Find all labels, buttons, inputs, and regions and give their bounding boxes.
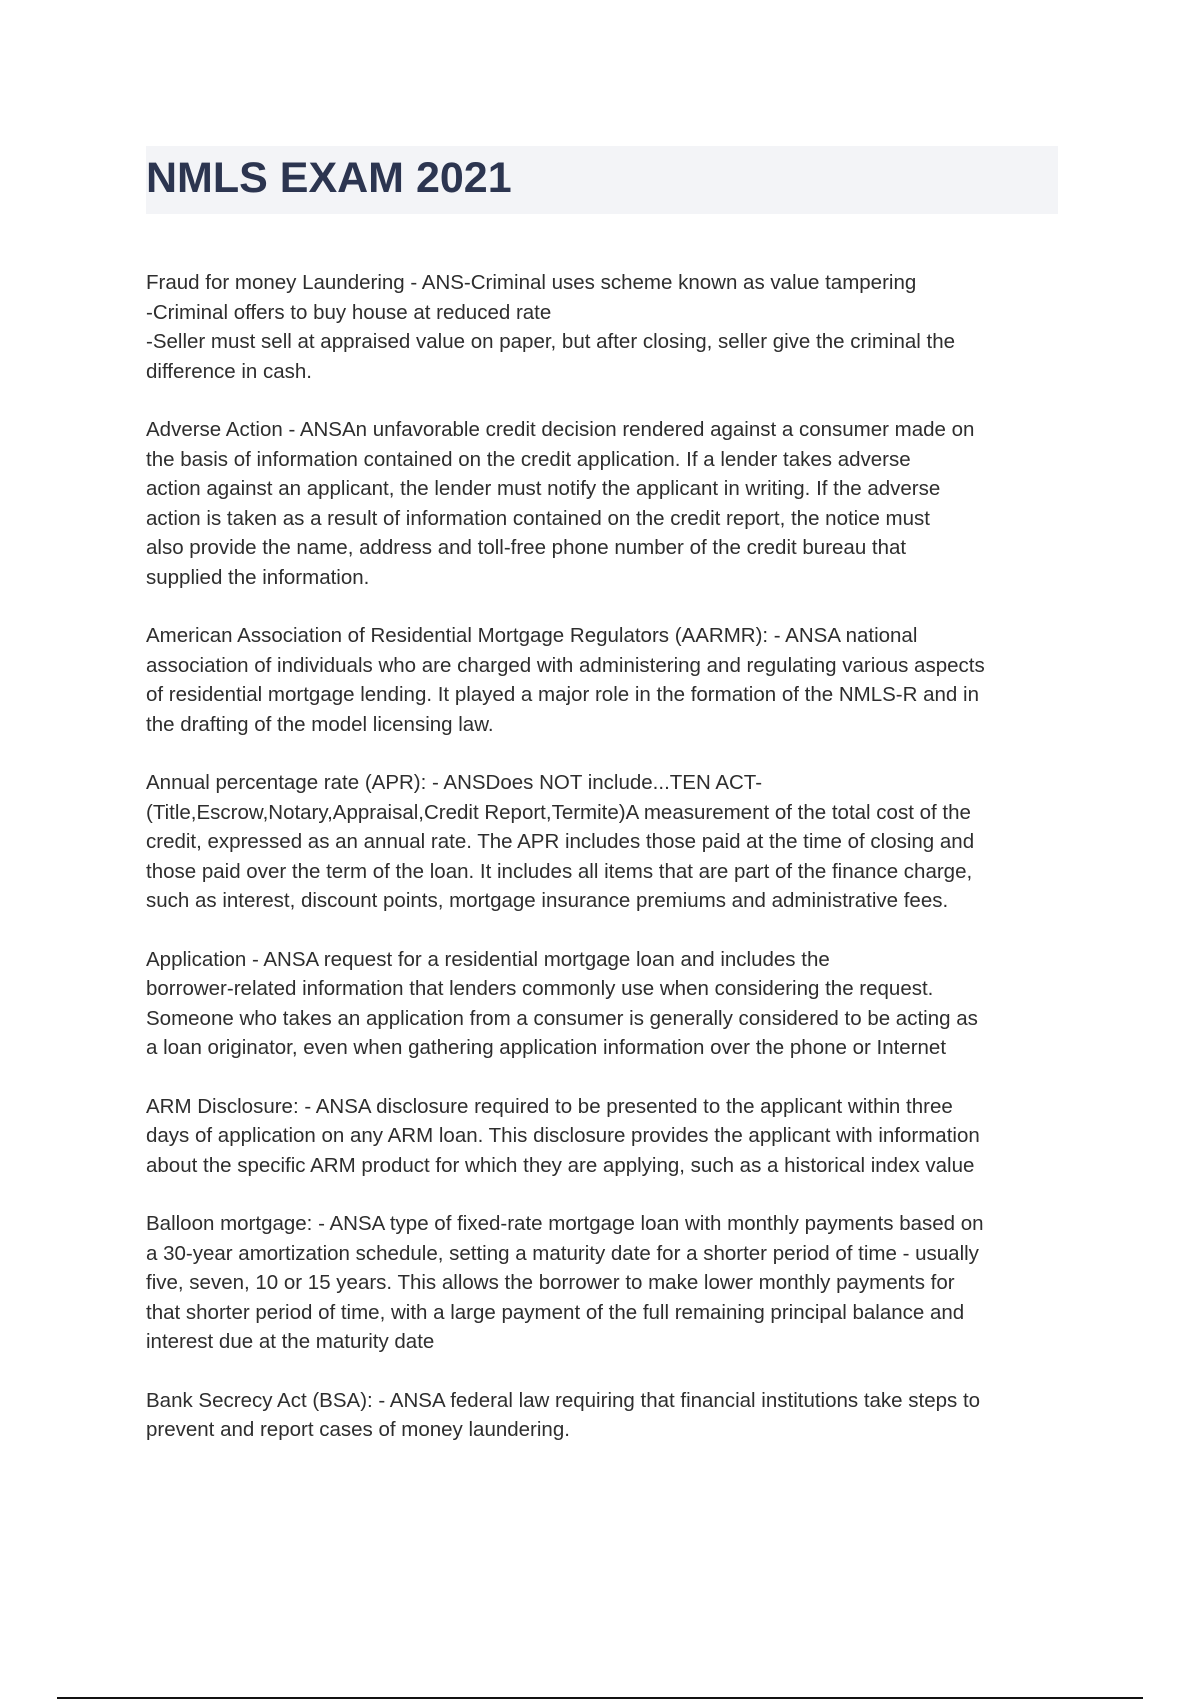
entry-bank-secrecy-act xyxy=(146,1386,1066,1445)
entry-balloon-mortgage xyxy=(146,1209,1066,1357)
entry-line: interest due at the maturity date xyxy=(146,1330,435,1353)
entry-line: association of individuals who are charged with administering and regulating various aspects xyxy=(146,653,985,677)
entry-line: such as interest, discount points, mortgage insurance premiums and administrative fees. xyxy=(146,889,949,912)
entry-line: that shorter period of time, with a large payment of the full remaining principal balance and xyxy=(146,1300,965,1324)
entry-line: action against an applicant, the lender must notify the applicant in writing. If the adverse xyxy=(146,477,941,500)
entry-line: (Title,Escrow,Notary,Appraisal,Credit Report,Termite)A measurement of the total cost of the xyxy=(146,800,971,824)
entry-line: ARM Disclosure: - ANSA disclosure required to be presented to the applicant within three xyxy=(146,1094,953,1118)
entry-fraud-money-laundering xyxy=(146,268,1066,386)
entry-line: supplied the information. xyxy=(146,565,370,589)
entry-aarmr xyxy=(146,621,1066,739)
footer-divider xyxy=(57,1697,1143,1699)
entry-line: -Seller must sell at appraised value on paper, but after closing, seller give the criminal the xyxy=(146,330,956,353)
entry-line: Adverse Action - ANSAn unfavorable credit decision rendered against a consumer made on xyxy=(146,418,975,441)
title-banner xyxy=(146,146,1058,214)
entry-line: borrower-related information that lenders commonly use when considering the request. xyxy=(146,977,934,1000)
entry-line: action is taken as a result of information contained on the credit report, the notice must xyxy=(146,506,930,530)
entry-line: five, seven, 10 or 15 years. This allows the borrower to make lower monthly payments for xyxy=(146,1271,955,1294)
entry-line: Fraud for money Laundering - ANS-Criminal uses scheme known as value tampering xyxy=(146,271,917,294)
entry-line: a loan originator, even when gathering application information over the phone or Internet xyxy=(146,1036,947,1059)
entry-apr xyxy=(146,768,1066,916)
entry-line: the basis of information contained on the credit application. If a lender takes adverse xyxy=(146,447,911,471)
entry-line: American Association of Residential Mortgage Regulators (AARMR): - ANSA national xyxy=(146,624,918,647)
entry-line: also provide the name, address and toll-free phone number of the credit bureau that xyxy=(146,536,907,559)
entry-line: credit, expressed as an annual rate. The APR includes those paid at the time of closing and xyxy=(146,830,975,853)
entry-line: difference in cash. xyxy=(146,359,313,383)
entry-application xyxy=(146,945,1066,1063)
entry-line: about the specific ARM product for which they are applying, such as a historical index value xyxy=(146,1153,975,1177)
document-body xyxy=(146,268,1066,1474)
page-title: NMLS EXAM 2021 xyxy=(146,154,512,202)
entry-line: Bank Secrecy Act (BSA): - ANSA federal law requiring that financial institutions take steps to xyxy=(146,1388,981,1412)
entry-line: Balloon mortgage: - ANSA type of fixed-rate mortgage loan with monthly payments based on xyxy=(146,1212,984,1235)
entry-line: -Criminal offers to buy house at reduced rate xyxy=(146,300,552,324)
entry-line: a 30-year amortization schedule, setting a maturity date for a shorter period of time - usually xyxy=(146,1241,979,1265)
entry-line: prevent and report cases of money laundering. xyxy=(146,1418,570,1441)
entry-adverse-action xyxy=(146,415,1066,592)
entry-line: Someone who takes an application from a consumer is generally considered to be acting as xyxy=(146,1006,978,1030)
entry-line: of residential mortgage lending. It played a major role in the formation of the NMLS-R and in xyxy=(146,683,979,706)
entry-line: the drafting of the model licensing law. xyxy=(146,712,494,736)
entry-line: Application - ANSA request for a residential mortgage loan and includes the xyxy=(146,947,830,971)
entry-line: Annual percentage rate (APR): - ANSDoes NOT include...TEN ACT- xyxy=(146,771,763,794)
entry-line: days of application on any ARM loan. This disclosure provides the applicant with information xyxy=(146,1124,980,1147)
entry-arm-disclosure xyxy=(146,1092,1066,1181)
entry-line: those paid over the term of the loan. It includes all items that are part of the finance charge, xyxy=(146,859,973,883)
